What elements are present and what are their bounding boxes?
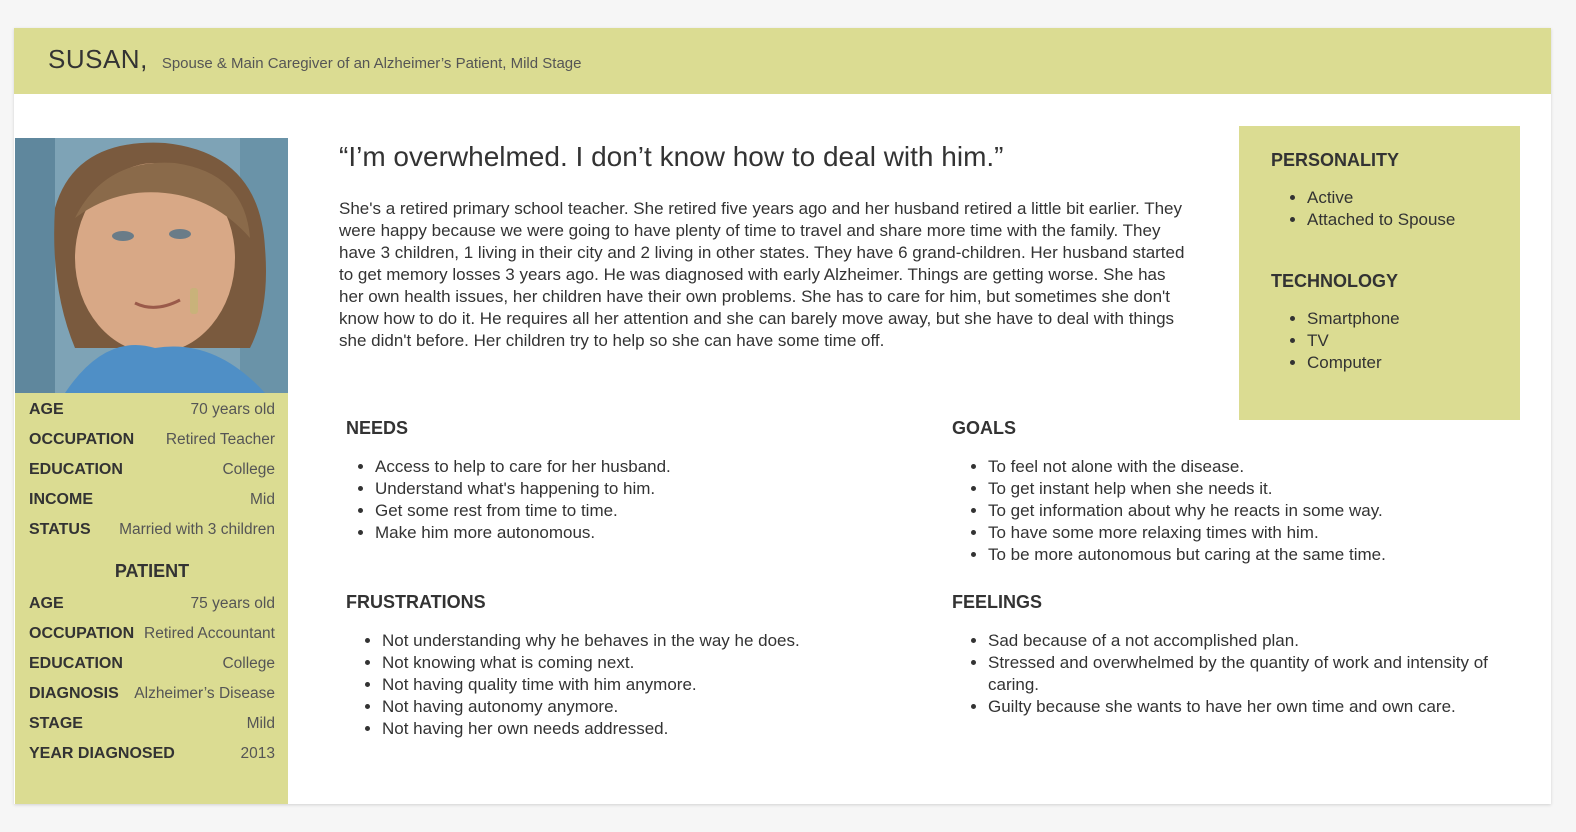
- list-item: • Stressed and overwhelmed by the quantity of work and intensity of caring.: [988, 652, 1532, 696]
- list-item: • Make him more autonomous.: [375, 522, 906, 544]
- persona-bio: She's a retired primary school teacher. She retired five years ago and her husband retired a little bit earlier. They were happy because we were going to have plenty of time to travel and share more time with the family. They have 3 children, 1 living in their city and 2 living in other states. They have 6 grand-children. Her husband started to get memory losses 3 years ago. He was diagnosed with early Alzheimer. Things are getting worse. She has her own health issues, her children have their own problems. She has to care for him, but sometimes she don't know how to do it. He requires all her attention and she can barely move away, but she have to deal with things she didn't before. Her children try to help so she can have some time off.: [339, 199, 1185, 350]
- patient-label: OCCUPATION: [29, 625, 135, 642]
- patient-row: [29, 685, 275, 715]
- header-banner: [14, 28, 1551, 94]
- patient-value: College: [222, 655, 275, 672]
- patient-label: AGE: [29, 595, 64, 612]
- profile-row: [29, 431, 275, 461]
- patient-heading: PATIENT: [114, 561, 190, 581]
- list-item: • To be more autonomous but caring at the same time.: [988, 544, 1532, 566]
- list-item: • Not having her own needs addressed.: [382, 718, 906, 740]
- list-item: • Not understanding why he behaves in the way he does.: [382, 630, 906, 652]
- needs-heading: NEEDS: [346, 418, 409, 438]
- technology-section: [1271, 271, 1500, 374]
- list-item: • TV: [1307, 330, 1500, 352]
- goals-section: [952, 418, 1532, 566]
- patient-row: [29, 715, 275, 745]
- list-item: • Access to help to care for her husband.: [375, 456, 906, 478]
- persona-card: [14, 28, 1551, 804]
- patient-value: 2013: [240, 745, 275, 762]
- list-item: • To get instant help when she needs it.: [988, 478, 1532, 500]
- needs-section: [346, 418, 906, 544]
- persona-photo: [15, 138, 288, 393]
- needs-list: [346, 456, 906, 544]
- frustrations-list: [346, 630, 906, 740]
- profile-sidebar: [15, 393, 288, 804]
- profile-row: [29, 461, 275, 491]
- profile-value: Married with 3 children: [119, 521, 275, 538]
- patient-row: [29, 625, 275, 655]
- frustrations-section: [346, 592, 906, 740]
- persona-name: SUSAN,: [48, 44, 148, 74]
- list-item: • Not having quality time with him anymore.: [382, 674, 906, 696]
- patient-value: 75 years old: [190, 595, 275, 612]
- list-item: • To get information about why he reacts in some way.: [988, 500, 1532, 522]
- list-item: • Not having autonomy anymore.: [382, 696, 906, 718]
- profile-label: EDUCATION: [29, 461, 123, 478]
- list-item: • To feel not alone with the disease.: [988, 456, 1532, 478]
- patient-value: Retired Accountant: [144, 625, 275, 642]
- patient-label: YEAR DIAGNOSED: [29, 745, 175, 762]
- list-item: • Attached to Spouse: [1307, 209, 1500, 231]
- list-item: • Get some rest from time to time.: [375, 500, 906, 522]
- frustrations-heading: FRUSTRATIONS: [346, 592, 486, 612]
- goals-list: [952, 456, 1532, 566]
- feelings-list: [952, 630, 1532, 718]
- feelings-section: [952, 592, 1532, 718]
- list-item: • Guilty because she wants to have her own time and own care.: [988, 696, 1532, 718]
- feelings-heading: FEELINGS: [952, 592, 1043, 612]
- list-item: • Understand what's happening to him.: [375, 478, 906, 500]
- portrait-image: [15, 138, 288, 393]
- list-item: • Smartphone: [1307, 308, 1500, 330]
- profile-value: Mid: [250, 491, 275, 508]
- profile-row: [29, 521, 275, 551]
- patient-label: EDUCATION: [29, 655, 123, 672]
- profile-label: STATUS: [29, 521, 91, 538]
- profile-row: [29, 401, 275, 431]
- list-item: • Not knowing what is coming next.: [382, 652, 906, 674]
- profile-label: INCOME: [29, 491, 93, 508]
- profile-value: Retired Teacher: [165, 431, 275, 448]
- patient-label: STAGE: [29, 715, 83, 732]
- goals-heading: GOALS: [952, 418, 1017, 438]
- technology-list: [1271, 308, 1500, 374]
- traits-box: [1239, 126, 1520, 420]
- patient-label: DIAGNOSIS: [29, 685, 119, 702]
- list-item: • Computer: [1307, 352, 1500, 374]
- persona-quote: “I’m overwhelmed. I don’t know how to deal with him.”: [339, 141, 1004, 172]
- profile-value: 70 years old: [190, 401, 275, 418]
- profile-label: OCCUPATION: [29, 431, 135, 448]
- patient-value: Alzheimer’s Disease: [134, 685, 275, 702]
- patient-row: [29, 745, 275, 775]
- patient-row: [29, 655, 275, 685]
- patient-value: Mild: [246, 715, 275, 732]
- personality-section: [1271, 150, 1500, 231]
- profile-label: AGE: [29, 401, 64, 418]
- technology-heading: TECHNOLOGY: [1271, 271, 1399, 291]
- list-item: • To have some more relaxing times with him.: [988, 522, 1532, 544]
- list-item: • Sad because of a not accomplished plan.: [988, 630, 1532, 652]
- profile-value: College: [222, 461, 275, 478]
- list-item: • Active: [1307, 187, 1500, 209]
- personality-heading: PERSONALITY: [1271, 150, 1400, 170]
- patient-row: [29, 595, 275, 625]
- profile-row: [29, 491, 275, 521]
- personality-list: [1271, 187, 1500, 231]
- persona-subtitle: Spouse & Main Caregiver of an Alzheimer’s Patient, Mild Stage: [161, 55, 582, 72]
